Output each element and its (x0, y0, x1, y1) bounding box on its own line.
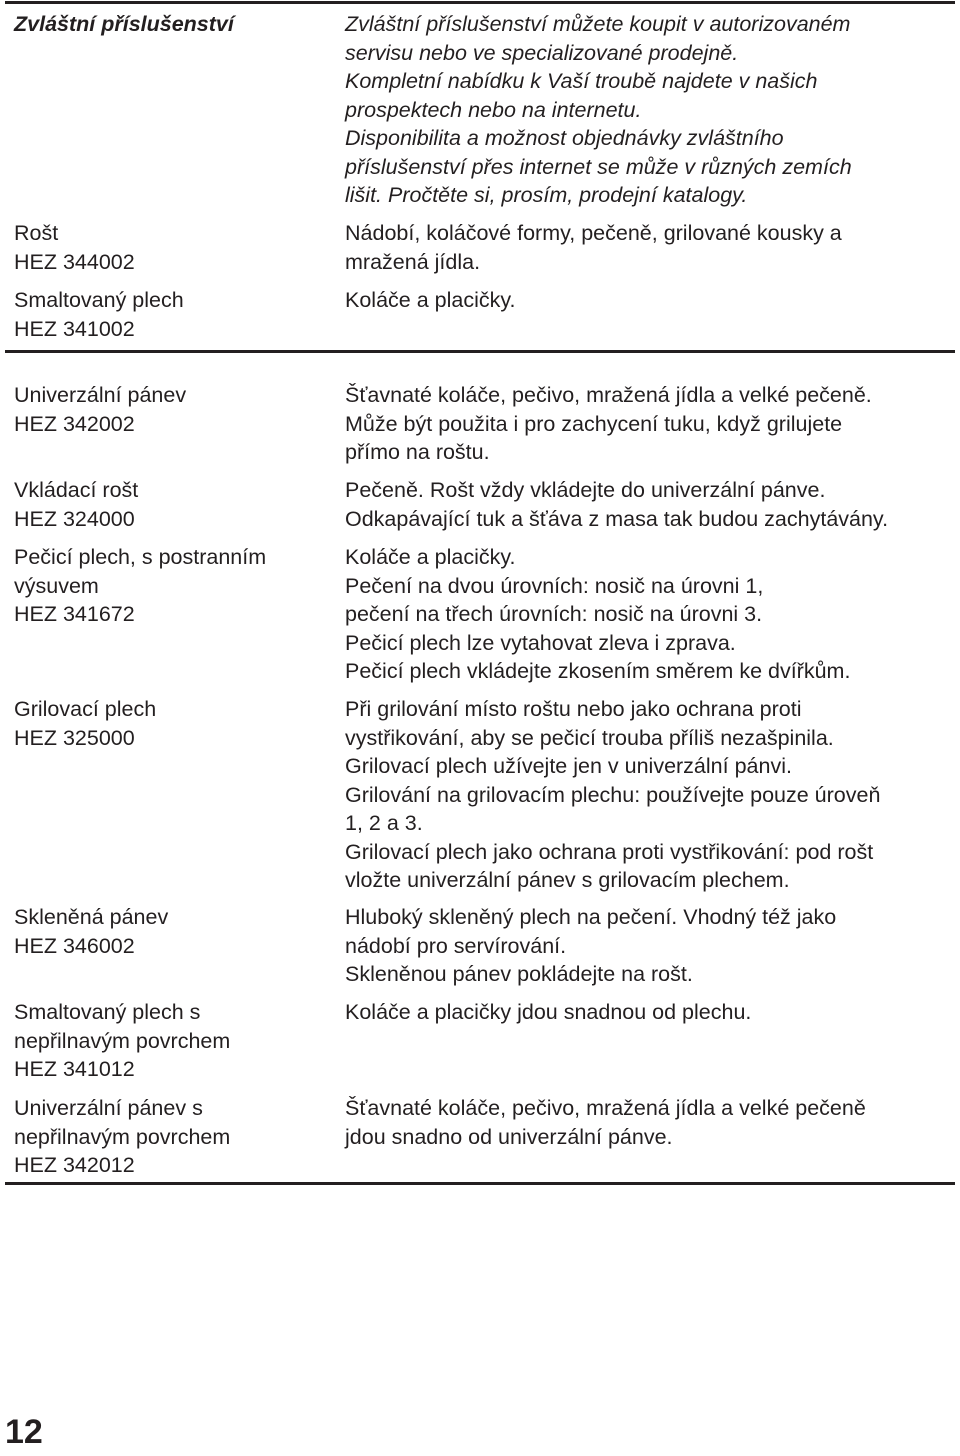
accessory-title: Univerzální pánev s (14, 1096, 203, 1120)
intro-line: lišit. Pročtěte si, prosím, prodejní katalogy. (345, 183, 748, 207)
description-line: Grilovací plech jako ochrana proti vystřikování: pod rošt (345, 839, 874, 864)
description-line: Šťavnaté koláče, pečivo, mražená jídla a velké pečeně (345, 1096, 866, 1120)
intro-line: servisu nebo ve specializované prodejně. (345, 40, 739, 65)
description-line: Pečeně. Rošt vždy vkládejte do univerzální pánve. (345, 478, 826, 502)
description-line: Skleněnou pánev pokládejte na rošt. (345, 962, 693, 986)
accessory-title: Vkládací rošt (14, 478, 139, 502)
accessory-row-univerzalni-panev-neprilnava (5, 1094, 955, 1180)
description-line: Může být použita i pro zachycení tuku, když grilujete (345, 411, 843, 436)
description-line: Nádobí, koláčové formy, pečeně, grilované kousky a (345, 221, 842, 245)
accessory-row-rost (5, 219, 955, 276)
accessory-description (331, 286, 955, 343)
accessory-name (5, 998, 331, 1084)
description-line: Grilovací plech užívejte jen v univerzální pánvi. (345, 754, 792, 778)
description-line: Koláče a placičky. (345, 545, 516, 569)
accessory-description (331, 219, 955, 276)
accessory-name (5, 286, 331, 343)
accessory-title: Pečicí plech, s postranním (14, 545, 267, 569)
accessory-code: HEZ 346002 (14, 933, 135, 958)
accessory-code: HEZ 325000 (14, 725, 135, 750)
description-line: Grilování na grilovacím plechu: používejte pouze úroveň (345, 782, 881, 807)
description-line: pečení na třech úrovních: nosič na úrovni 3. (345, 602, 763, 626)
accessory-code: HEZ 341002 (14, 316, 135, 341)
description-line: Hluboký skleněný plech na pečení. Vhodný též jako (345, 905, 837, 929)
accessory-row-smaltovany-plech (5, 286, 955, 343)
accessory-title: Skleněná pánev (14, 905, 169, 929)
accessory-row-sklenena-panev (5, 903, 955, 989)
bottom-rule (5, 1182, 955, 1185)
accessory-title: nepřilnavým povrchem (14, 1124, 231, 1149)
intro-line: prospektech nebo na internetu. (345, 97, 642, 122)
accessory-description (331, 543, 955, 686)
accessory-description (331, 476, 955, 533)
intro-line: Kompletní nabídku k Vaší troubě najdete v našich (345, 69, 818, 93)
accessory-name (5, 543, 331, 686)
accessory-name (5, 476, 331, 533)
accessory-description (331, 695, 955, 895)
table-heading: Zvláštní příslušenství (14, 12, 234, 36)
top-rule (5, 1, 955, 4)
description-line: přímo na roštu. (345, 440, 490, 464)
page-number: 12 (5, 1413, 43, 1451)
accessory-name (5, 695, 331, 895)
accessory-code: HEZ 341672 (14, 602, 135, 626)
description-line: jdou snadno od univerzální pánve. (345, 1124, 673, 1149)
accessory-title: Rošt (14, 221, 59, 245)
accessory-name (5, 219, 331, 276)
accessory-title: Grilovací plech (14, 697, 157, 721)
description-line: Pečicí plech vkládejte zkosením směrem ke dvířkům. (345, 659, 851, 683)
accessory-description (331, 903, 955, 989)
accessory-code: HEZ 342002 (14, 411, 135, 436)
accessory-name (5, 903, 331, 989)
accessory-description (331, 1094, 955, 1180)
accessory-title: nepřilnavým povrchem (14, 1028, 231, 1053)
accessory-title: Smaltovaný plech (14, 288, 184, 312)
accessory-row-smaltovany-plech-neprilnavy (5, 998, 955, 1084)
description-line: vložte univerzální pánev s grilovacím plechem. (345, 868, 790, 892)
accessory-title: Univerzální pánev (14, 383, 187, 407)
header-row (5, 10, 955, 210)
description-line: Odkapávající tuk a šťáva z masa tak budou zachytávány. (345, 506, 889, 531)
section-divider-rule (5, 350, 955, 353)
accessory-row-vkladaci-rost (5, 476, 955, 533)
accessory-code: HEZ 341012 (14, 1057, 135, 1081)
description-line: mražená jídla. (345, 249, 481, 274)
accessory-description (331, 381, 955, 467)
accessory-row-univerzalni-panev (5, 381, 955, 467)
intro-line: Disponibilita a možnost objednávky zvláštního (345, 126, 784, 150)
accessory-title: Smaltovaný plech s (14, 1000, 201, 1024)
description-line: Při grilování místo roštu nebo jako ochrana proti (345, 697, 802, 721)
accessory-code: HEZ 344002 (14, 249, 135, 274)
accessory-name (5, 1094, 331, 1180)
accessory-row-pecici-plech (5, 543, 955, 686)
intro-line: příslušenství přes internet se může v různých zemích (345, 154, 852, 179)
table-heading-cell (5, 10, 331, 210)
description-line: nádobí pro servírování. (345, 933, 567, 958)
description-line: Koláče a placičky jdou snadnou od plechu. (345, 1000, 752, 1024)
accessory-code: HEZ 324000 (14, 506, 135, 531)
accessory-code: HEZ 342012 (14, 1153, 135, 1177)
description-line: Šťavnaté koláče, pečivo, mražená jídla a velké pečeně. (345, 383, 872, 407)
intro-text (331, 10, 955, 210)
description-line: Pečicí plech lze vytahovat zleva i zprava. (345, 630, 736, 655)
description-line: Pečení na dvou úrovních: nosič na úrovni 1, (345, 573, 764, 598)
accessory-title: výsuvem (14, 573, 99, 598)
accessory-description (331, 998, 955, 1084)
accessory-name (5, 381, 331, 467)
description-line: Koláče a placičky. (345, 288, 516, 312)
description-line: 1, 2 a 3. (345, 811, 423, 835)
description-line: vystřikování, aby se pečicí trouba příliš nezašpinila. (345, 725, 834, 750)
accessory-row-grilovaci-plech (5, 695, 955, 895)
intro-line: Zvláštní příslušenství můžete koupit v autorizovaném (345, 12, 851, 36)
